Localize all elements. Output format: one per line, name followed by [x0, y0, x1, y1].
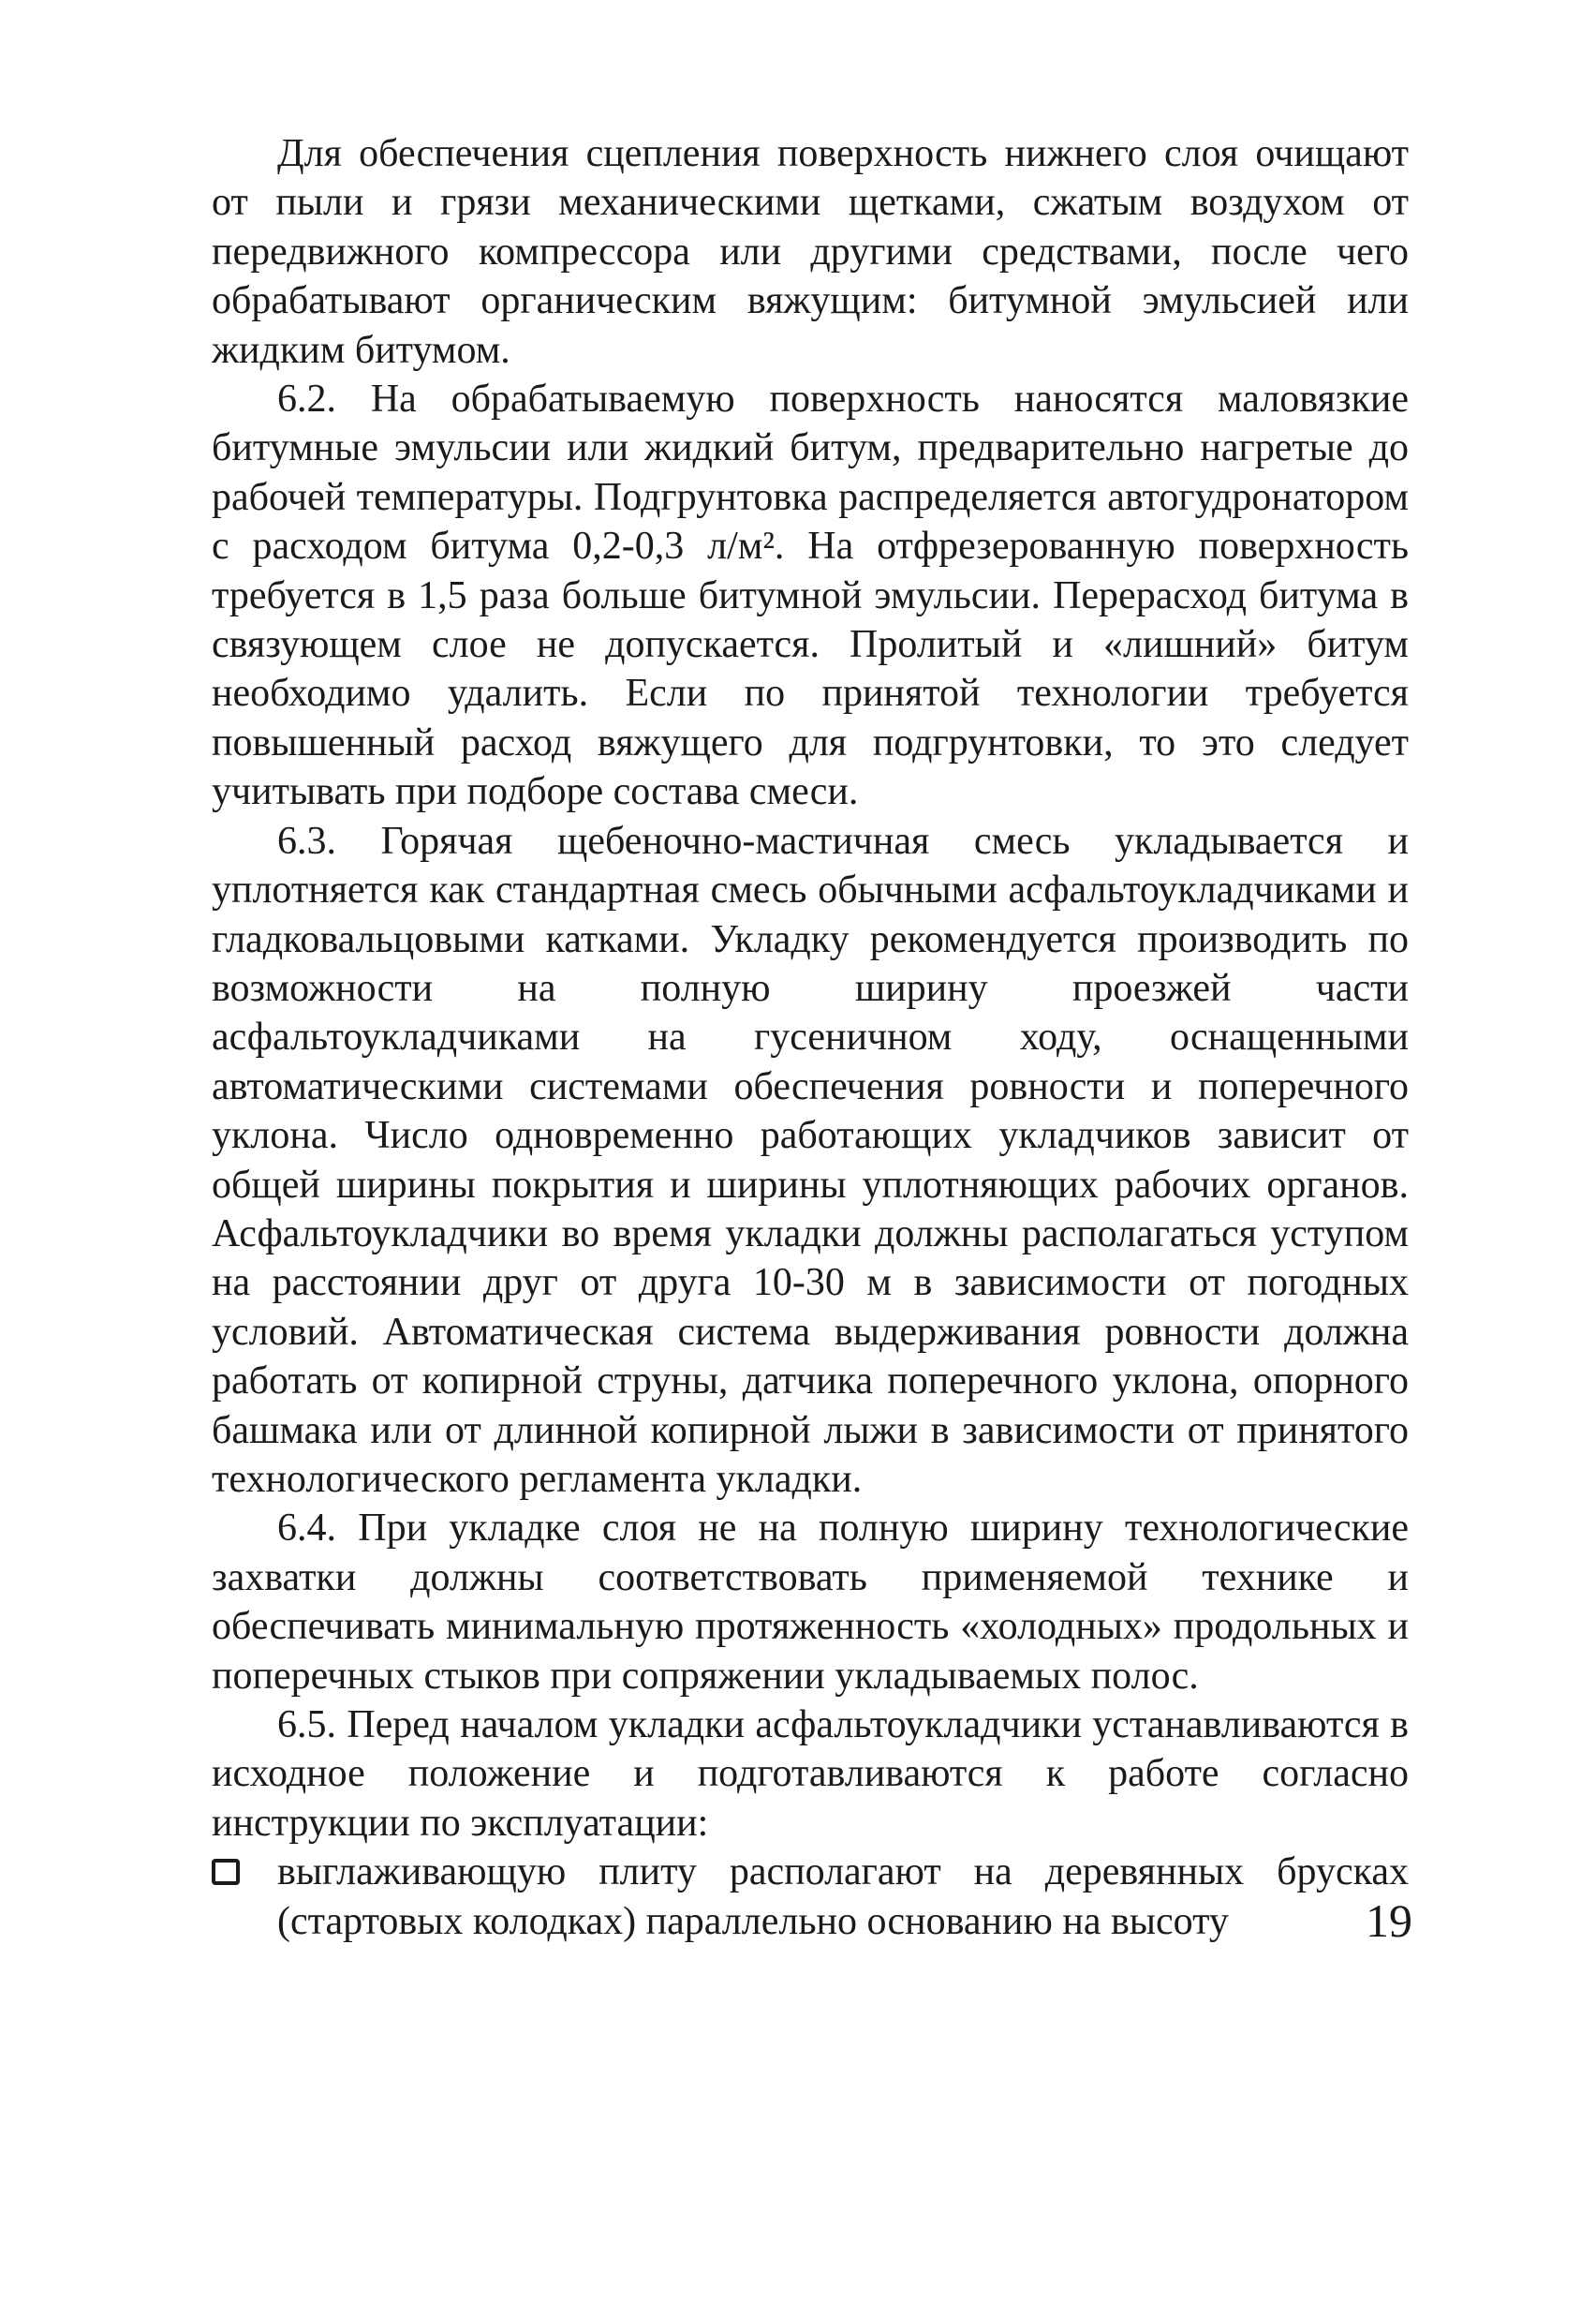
- list-item-text: выглаживающую плиту располагают на деревянных брусках (стартовых колодках) параллельно основанию на высоту: [277, 1850, 1409, 1943]
- paragraph-6-2: 6.2. На обрабатываемую поверхность наносятся маловязкие битумные эмульсии или жидкий битум, предварительно нагретые до рабочей температуры. Подгрунтовка распределяется автогудронатором с расходом битума 0,2-0,3 л/м². На отфрезерованную поверхность требуется в 1,5 раза больше битумной эмульсии. Перерасход битума в связующем слое не допускается. Пролитый и «лишний» битум необходимо удалить. Если по принятой технологии требуется повышенный расход вяжущего для подгрунтовки, то это следует учитывать при подборе состава смеси.: [212, 378, 1409, 814]
- paragraph-6-3: 6.3. Горячая щебеночно-мастичная смесь укладывается и уплотняется как стандартная смесь обычными асфальтоукладчиками и гладковальцовыми катками. Укладку рекомендуется производить по возможности на полную ширину проезжей части асфальтоукладчиками на гусеничном ходу, оснащенными автоматическими системами обеспечения ровности и поперечного уклона. Число одновременно работающих укладчиков зависит от общей ширины покрытия и ширины уплотняющих рабочих органов. Асфальтоукладчики во время укладки должны располагаться уступом на расстоянии друг от друга 10-30 м в зависимости от погодных условий. Автоматическая система выдерживания ровности должна работать от копирной струны, датчика поперечного уклона, опорного башмака или от длинной копирной лыжи в зависимости от принятого технологического регламента укладки.: [212, 819, 1409, 1501]
- page-number: 19: [1366, 1894, 1412, 1947]
- document-page: [212, 129, 1409, 1946]
- hollow-square-bullet-icon: [212, 1859, 240, 1885]
- paragraph-6-4: 6.4. При укладке слоя не на полную ширину технологические захватки должны соответствовать применяемой технике и обеспечивать минимальную протяженность «холодных» продольных и поперечных стыков при сопряжении укладываемых полос.: [212, 1507, 1409, 1698]
- list-item: [212, 1848, 1409, 1946]
- paragraph-6-5: 6.5. Перед началом укладки асфальтоукладчики устанавливаются в исходное положение и подготавливаются к работе согласно инструкции по эксплуатации:: [212, 1703, 1409, 1845]
- paragraph-surface-cleaning: Для обеспечения сцепления поверхность нижнего слоя очищают от пыли и грязи механическими щетками, сжатым воздухом от передвижного компрессора или другими средствами, после чего обрабатывают органическим вяжущим: битумной эмульсией или жидким битумом.: [212, 132, 1409, 372]
